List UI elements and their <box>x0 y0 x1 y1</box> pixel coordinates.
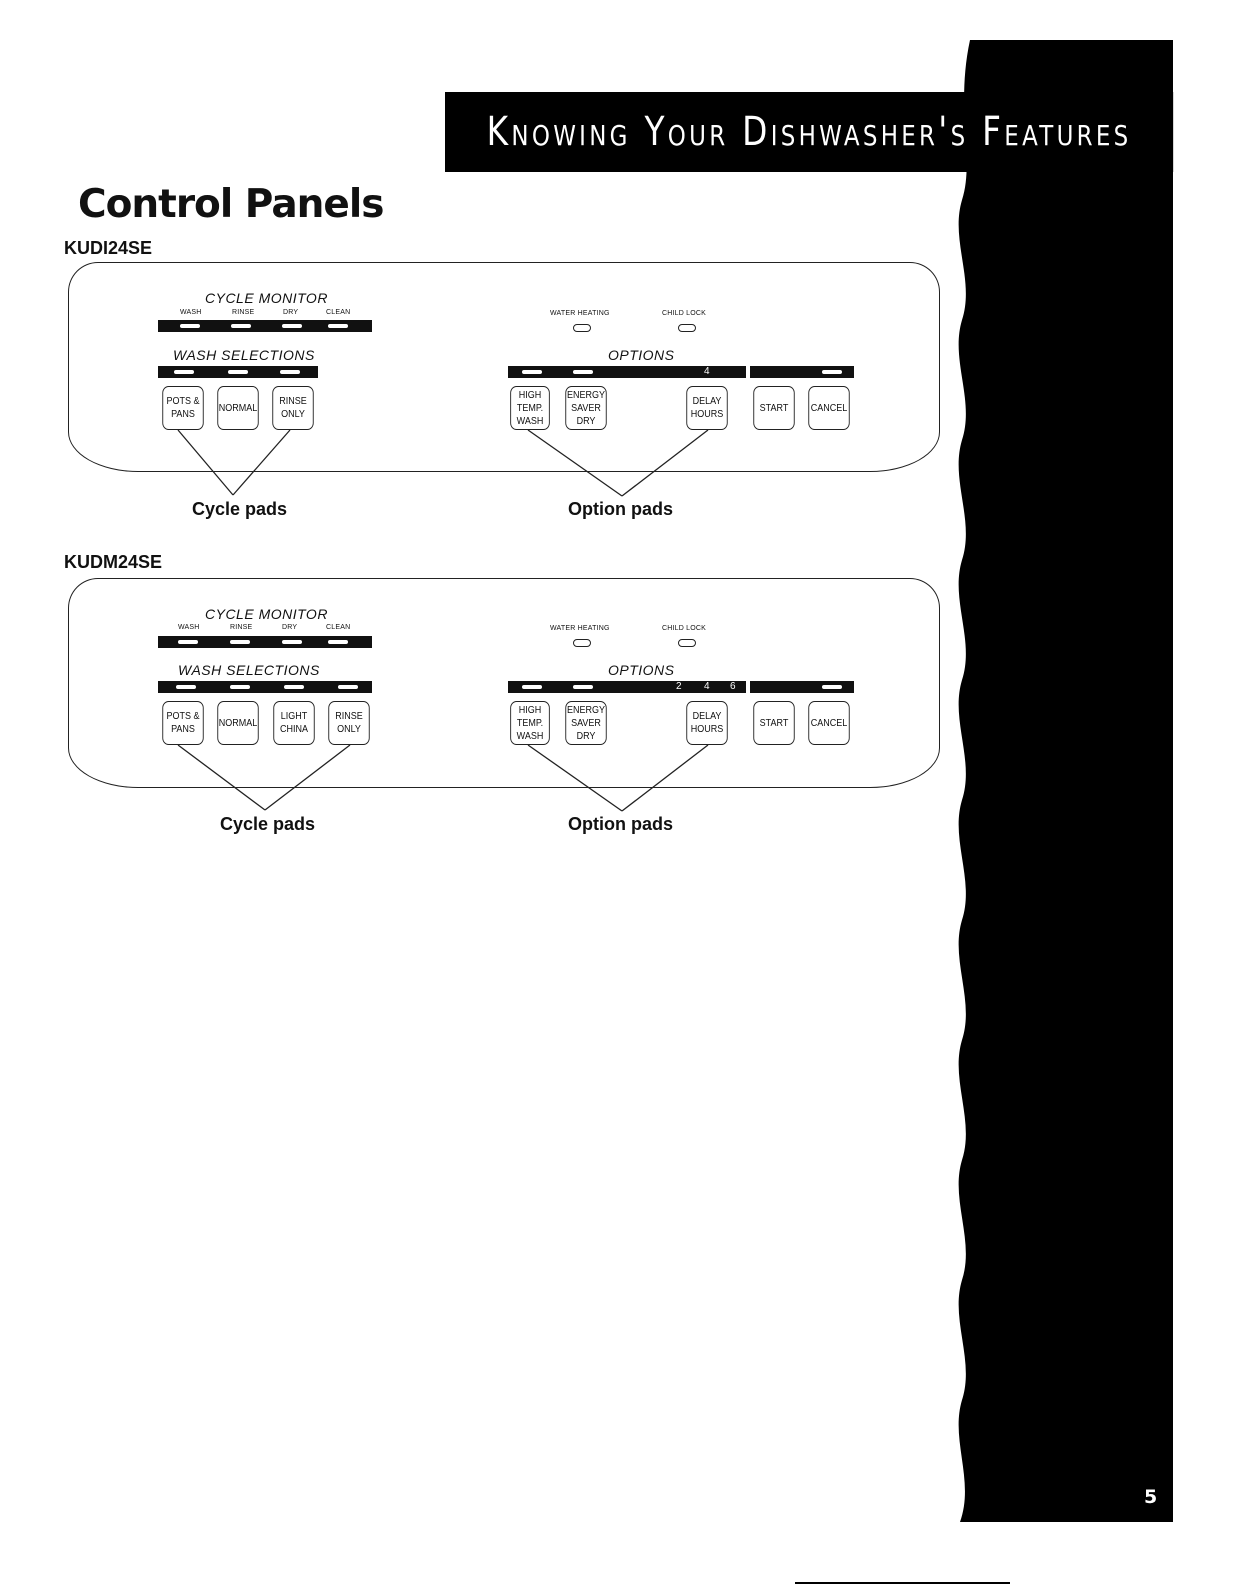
monitor-label-clean: CLEAN <box>326 309 351 316</box>
wash-selections-title: WASH SELECTIONS <box>178 662 320 678</box>
cancel-pad[interactable]: CANCEL <box>808 386 849 430</box>
energy-saver-dry-pad[interactable]: ENERGY SAVER DRY <box>565 386 606 430</box>
monitor-label-rinse: RINSE <box>232 309 255 316</box>
page-title: Control Panels <box>78 182 384 227</box>
cancel-pad[interactable]: CANCEL <box>808 701 849 745</box>
high-temp-wash-pad[interactable]: HIGH TEMP. WASH <box>510 701 550 745</box>
monitor-label-clean: CLEAN <box>326 624 351 631</box>
high-temp-wash-pad[interactable]: HIGH TEMP. WASH <box>510 386 550 430</box>
options-title: OPTIONS <box>608 662 675 678</box>
delay-number: 2 <box>676 681 682 692</box>
cycle-pads-callout: Cycle pads <box>220 814 316 834</box>
water-heating-label: WATER HEATING <box>550 625 610 632</box>
cycle-monitor-title: CYCLE MONITOR <box>205 606 328 622</box>
start-pad[interactable]: START <box>753 701 794 745</box>
pots-pans-pad[interactable]: POTS & PANS <box>162 701 203 745</box>
monitor-label-wash: WASH <box>178 624 200 631</box>
delay-number: 4 <box>704 366 710 377</box>
delay-number: 4 <box>704 681 710 692</box>
model-label-2: KUDM24SE <box>64 552 163 572</box>
delay-hours-pad[interactable]: DELAY HOURS <box>686 386 727 430</box>
light-china-pad[interactable]: LIGHT CHINA <box>273 701 314 745</box>
water-heating-label: WATER HEATING <box>550 310 610 317</box>
monitor-label-wash: WASH <box>180 309 202 316</box>
child-lock-label: CHILD LOCK <box>662 310 707 317</box>
monitor-label-dry: DRY <box>283 309 299 316</box>
energy-saver-dry-pad[interactable]: ENERGY SAVER DRY <box>565 701 606 745</box>
normal-pad[interactable]: NORMAL <box>217 701 258 745</box>
rinse-only-pad[interactable]: RINSE ONLY <box>328 701 369 745</box>
child-lock-label: CHILD LOCK <box>662 625 707 632</box>
monitor-label-rinse: RINSE <box>230 624 253 631</box>
option-pads-callout: Option pads <box>568 499 673 519</box>
option-pads-callout: Option pads <box>568 814 673 834</box>
section-header-banner: Knowing Your Dishwasher's Features <box>445 92 1173 172</box>
delay-hours-pad[interactable]: DELAY HOURS <box>686 701 727 745</box>
pots-pans-pad[interactable]: POTS & PANS <box>162 386 203 430</box>
monitor-label-dry: DRY <box>282 624 298 631</box>
cycle-pads-callout: Cycle pads <box>192 499 288 519</box>
model-label-1: KUDI24SE <box>64 238 153 258</box>
rinse-only-pad[interactable]: RINSE ONLY <box>272 386 313 430</box>
page-number: 5 <box>1144 1486 1158 1508</box>
start-pad[interactable]: START <box>753 386 794 430</box>
cycle-monitor-title: CYCLE MONITOR <box>205 290 328 306</box>
normal-pad[interactable]: NORMAL <box>217 386 258 430</box>
wash-selections-title: WASH SELECTIONS <box>173 347 315 363</box>
delay-number: 6 <box>730 681 736 692</box>
options-title: OPTIONS <box>608 347 675 363</box>
